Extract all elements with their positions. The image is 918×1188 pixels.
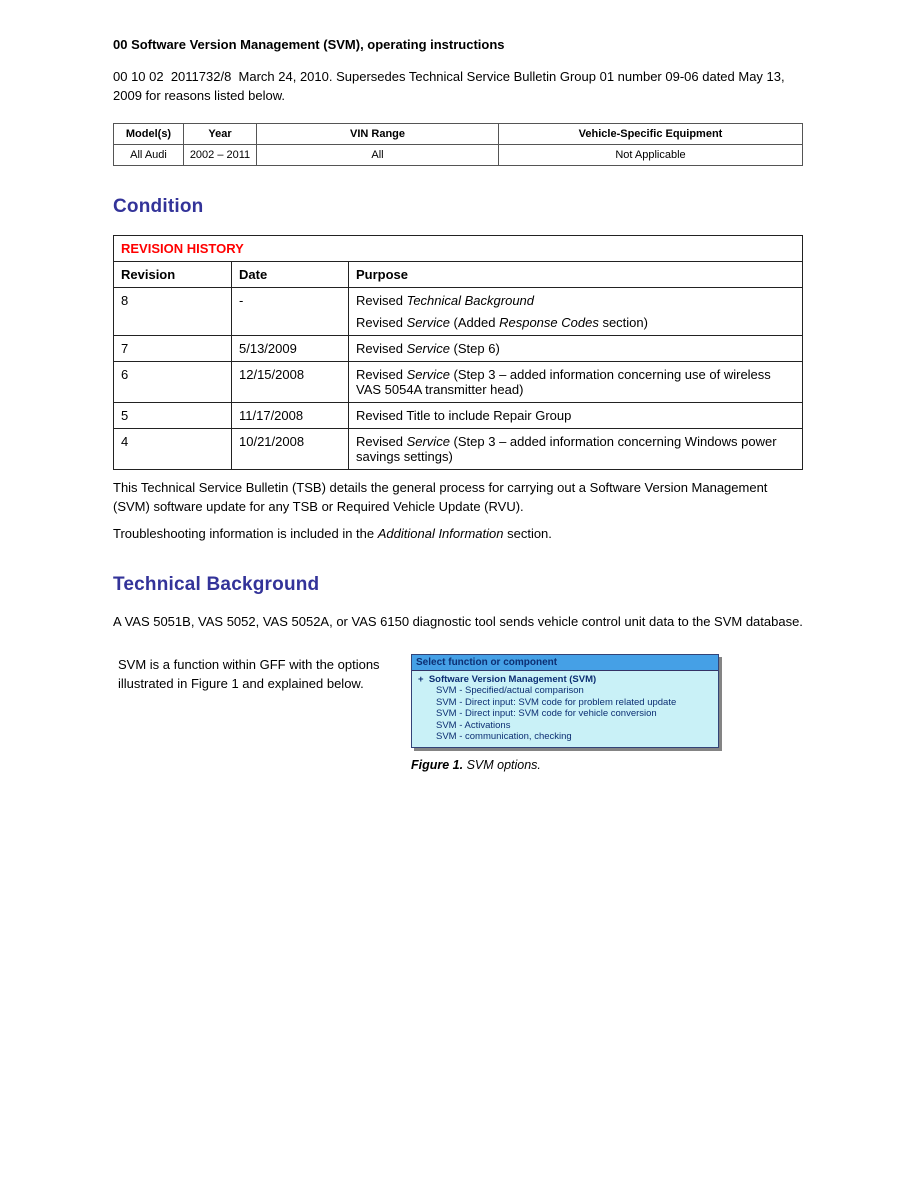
troubleshooting-note: Troubleshooting information is included in the Additional Information section. bbox=[113, 526, 552, 542]
revision-row bbox=[114, 402, 803, 428]
revision-history-title-row bbox=[114, 235, 803, 261]
tree-item-svm-root: + Software Version Management (SVM) bbox=[418, 674, 597, 686]
condition-heading: Condition bbox=[113, 195, 204, 217]
cell-equipment: Not Applicable bbox=[499, 144, 803, 165]
cell-revision: 7 bbox=[114, 335, 232, 361]
function-selection-title-bar: Select function or component bbox=[412, 655, 718, 671]
column-header-purpose: Purpose bbox=[349, 261, 803, 287]
figure-lead-text: SVM is a function within GFF with the options illustrated in Figure 1 and explained below. bbox=[118, 657, 380, 691]
revision-row bbox=[114, 287, 803, 335]
column-header-vin-range: VIN Range bbox=[257, 123, 499, 144]
revision-history-title: REVISION HISTORY bbox=[114, 235, 803, 261]
figure-caption: Figure 1. SVM options. bbox=[411, 758, 541, 773]
cell-date: 10/21/2008 bbox=[232, 428, 349, 469]
technical-background-heading: Technical Background bbox=[113, 574, 320, 596]
tsb-summary-paragraph: This Technical Service Bulletin (TSB) details the general process for carrying out a Software Version Management (SVM) software update for any TSB or Required Vehicle Update (RVU). bbox=[113, 479, 768, 514]
cell-revision: 8 bbox=[114, 287, 232, 335]
model-table-row bbox=[114, 144, 803, 165]
tree-item-direct-input-conversion: SVM - Direct input: SVM code for vehicle conversion bbox=[436, 708, 657, 720]
cell-purpose: Revised Service (Step 3 – added information concerning use of wireless VAS 5054A transmitter head) bbox=[349, 361, 803, 402]
diagnostic-tool-paragraph: A VAS 5051B, VAS 5052, VAS 5052A, or VAS 6150 diagnostic tool sends vehicle control unit data to the SVM database. bbox=[113, 614, 803, 630]
cell-purpose: Revised Title to include Repair Group bbox=[349, 402, 803, 428]
cell-date: 11/17/2008 bbox=[232, 402, 349, 428]
tree-item-specified-actual: SVM - Specified/actual comparison bbox=[436, 685, 584, 697]
cell-vin-range: All bbox=[257, 144, 499, 165]
revision-row bbox=[114, 335, 803, 361]
column-header-date: Date bbox=[232, 261, 349, 287]
cell-revision: 4 bbox=[114, 428, 232, 469]
model-applicability-table bbox=[113, 123, 803, 166]
column-header-models: Model(s) bbox=[114, 123, 184, 144]
cell-purpose: Revised Service (Step 3 – added information concerning Windows power savings settings) bbox=[349, 428, 803, 469]
function-list bbox=[412, 671, 718, 747]
column-header-revision: Revision bbox=[114, 261, 232, 287]
document-title: 00 Software Version Management (SVM), operating instructions bbox=[113, 37, 505, 52]
cell-date: 12/15/2008 bbox=[232, 361, 349, 402]
column-header-equipment: Vehicle-Specific Equipment bbox=[499, 123, 803, 144]
revision-row bbox=[114, 428, 803, 469]
figure-section bbox=[113, 654, 803, 772]
cell-revision: 5 bbox=[114, 402, 232, 428]
cell-date: 5/13/2009 bbox=[232, 335, 349, 361]
tree-item-direct-input-problem: SVM - Direct input: SVM code for problem related update bbox=[436, 696, 677, 708]
cell-revision: 6 bbox=[114, 361, 232, 402]
column-header-year: Year bbox=[184, 123, 257, 144]
figure-column bbox=[411, 654, 719, 772]
revision-row bbox=[114, 361, 803, 402]
figure-1-svm-options-screenshot bbox=[411, 654, 719, 748]
tree-item-communication-checking: SVM - communication, checking bbox=[436, 731, 572, 743]
cell-purpose: Revised Technical Background Revised Service (Added Response Codes section) bbox=[349, 287, 803, 335]
revision-history-table bbox=[113, 235, 803, 470]
cell-models: All Audi bbox=[114, 144, 184, 165]
model-table-header-row bbox=[114, 123, 803, 144]
cell-purpose: Revised Service (Step 6) bbox=[349, 335, 803, 361]
supersession-note: 00 10 02 2011732/8 March 24, 2010. Supersedes Technical Service Bulletin Group 01 number 09-06 dated May 13, 2009 for reasons listed below. bbox=[113, 69, 789, 103]
revision-table-header-row bbox=[114, 261, 803, 287]
cell-year: 2002 – 2011 bbox=[184, 144, 257, 165]
tree-item-activations: SVM - Activations bbox=[436, 719, 511, 731]
cell-date: - bbox=[232, 287, 349, 335]
